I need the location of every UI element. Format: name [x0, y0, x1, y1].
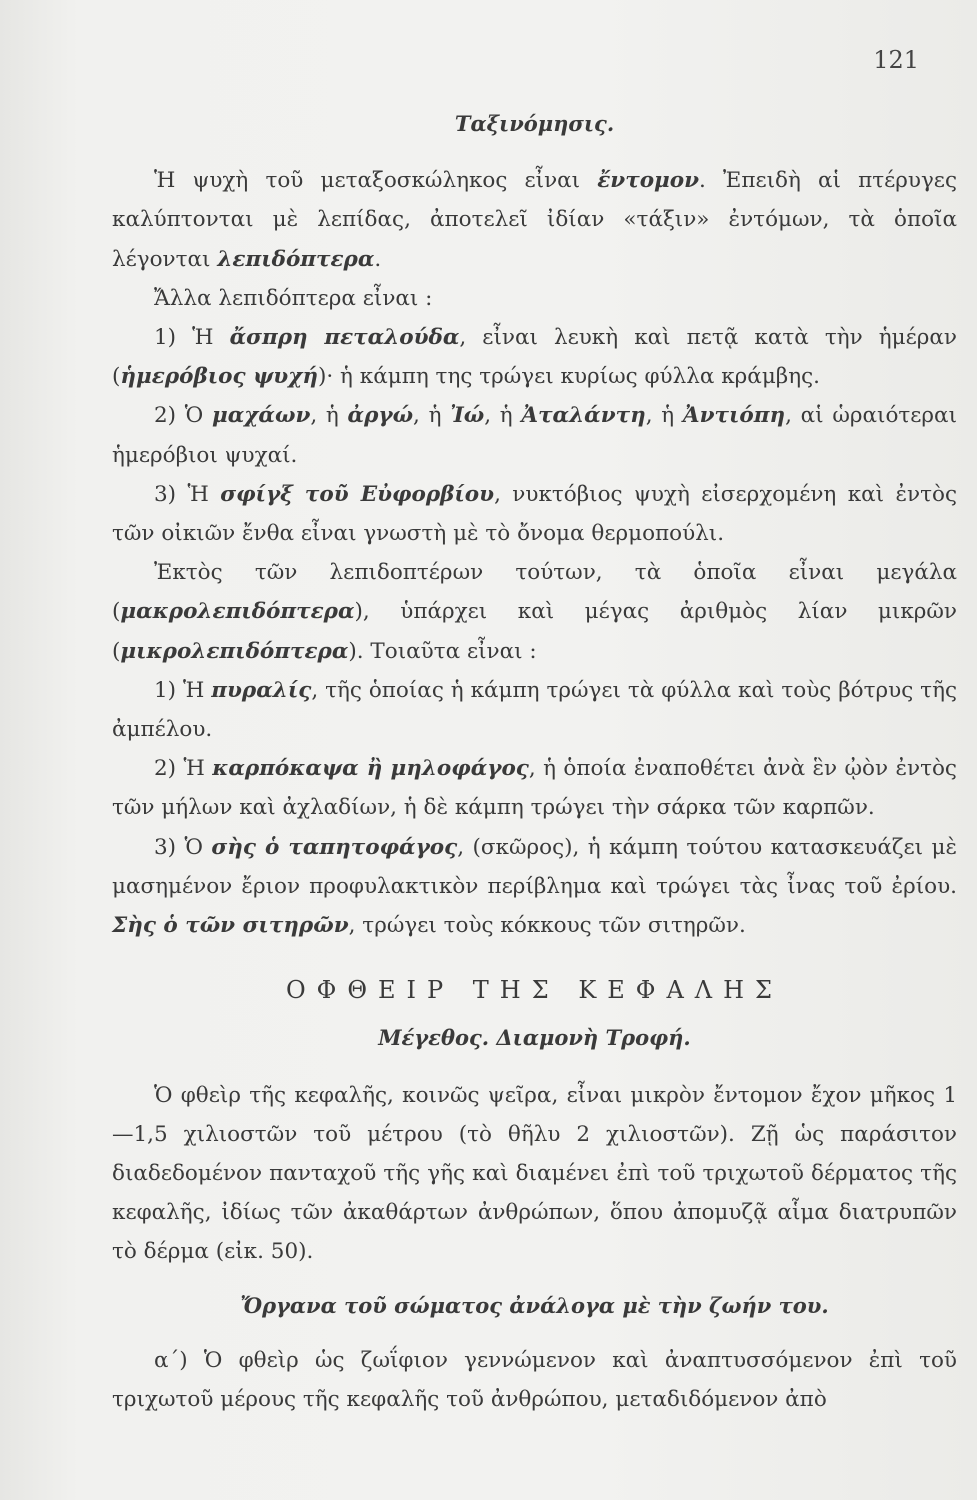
term: ἄσπρη πεταλούδα [229, 325, 460, 351]
text-run: , ἡ [645, 403, 683, 429]
term: καρπόκαψα ἢ μηλοφάγος [212, 756, 529, 782]
text-run: , αἱ ὡραιότεραι ἡμερόβιοι ψυχαί. [112, 403, 958, 468]
text-run: . Ἐπειδὴ αἱ πτέρυγες καλύπτονται μὲ λεπίδας, ἀποτελεῖ ἰδίαν «τάξιν» ἐντόμων, τὰ ὁποῖα λέγονται [112, 168, 957, 272]
paragraph-10: Ὁ φθεὶρ τῆς κεφαλῆς, κοινῶς ψεῖρα, εἶναι μικρὸν ἔντομον ἔχον μῆκος 1—1,5 χιλιοστῶν τοῦ μέτρου (τὸ θῆλυ 2 χιλιοστῶν). Ζῇ ὡς παράσιτον διαδεδομένον πανταχοῦ τῆς γῆς καὶ διαμένει ἐπὶ τοῦ τριχωτοῦ δέρματος τῆς κεφαλῆς, ἰδίως τῶν ἀκαθάρτων ἀνθρώπων, ὅπου ἀπομυζᾷ αἷμα διατρυπῶν τὸ δέρμα (εἰκ. 50). [112, 1082, 957, 1265]
paragraph-6 [112, 553, 957, 671]
text-run: ), ὑπάρχει καὶ μέγας ἀριθμὸς λίαν μικρῶν ( [112, 599, 957, 664]
text-run: . [374, 246, 382, 272]
section-heading: Ταξινόμησις. [454, 111, 615, 136]
term: ἔντομον [597, 168, 700, 194]
term: ἡμερόβιος ψυχή [120, 364, 318, 390]
term: πυραλίς [211, 677, 312, 703]
page-number: 121 [873, 46, 919, 74]
term: μικρολεπιδόπτερα [120, 638, 349, 664]
text-run: Ἡ ψυχὴ τοῦ μεταξοσκώληκος εἶναι [154, 168, 598, 194]
text-run: 3) Ἡ [154, 481, 221, 507]
term: λεπιδόπτερα [217, 246, 375, 272]
text-run: , ἡ ὁποία ἐναποθέτει ἀνὰ ἓν ᾠὸν ἐντὸς τῶν μήλων καὶ ἀχλαδίων, ἡ δὲ κάμπη τρώγει τὴν σάρκα τῶν καρπῶν. [112, 756, 957, 821]
page-body [112, 104, 957, 1419]
paragraph-11: α΄) Ὁ φθεὶρ ὡς ζωΐφιον γεννώμενον καὶ ἀναπτυσσόμενον ἐπὶ τοῦ τριχωτοῦ μέρους τῆς κεφαλῆς τοῦ ἀνθρώπου, μεταδιδόμενον ἀπὸ [112, 1347, 957, 1413]
text-run: 1) Ἡ [154, 677, 212, 703]
text-run: 3) Ὁ [154, 834, 212, 860]
chapter-title: ΟΦΘΕΙΡ ΤΗΣ ΚΕΦΑΛΗΣ [285, 976, 784, 1005]
paragraph-5 [112, 475, 957, 553]
term: Σὴς ὁ τῶν σιτηρῶν [112, 913, 349, 939]
term: Ἰώ [450, 403, 485, 429]
term: μαχάων [212, 403, 311, 429]
text-run: , ἡ [413, 403, 451, 429]
paragraph-1 [112, 161, 957, 279]
text-run: , τῆς ὁποίας ἡ κάμπη τρώγει τὰ φύλλα καὶ τοὺς βότρυς τῆς ἀμπέλου. [112, 677, 957, 743]
text-run: Ἐκτὸς τῶν λεπιδοπτέρων τούτων, τὰ ὁποῖα εἶναι μεγάλα ( [112, 560, 957, 625]
paragraph-9 [112, 828, 957, 946]
paragraph-3 [112, 318, 957, 396]
text-run: , (σκῶρος), ἡ κάμπη τούτου κατασκευάζει μὲ μασημένον ἔριον προφυλακτικὸν περίβλημα καὶ τρώγει τὰς ἶνας τοῦ ἐρίου. [112, 834, 957, 899]
paragraph-7 [112, 671, 957, 749]
text-run: , τρώγει τοὺς κόκκους τῶν σιτηρῶν. [348, 913, 746, 939]
term: σὴς ὁ ταπητοφάγος [211, 834, 458, 860]
paragraph-2: Ἄλλα λεπιδόπτερα εἶναι : [154, 285, 433, 311]
subheading-organs: Ὄργανα τοῦ σώματος ἀνάλογα μὲ τὴν ζωήν του. [240, 1292, 829, 1318]
term: ἀργώ [347, 403, 414, 429]
text-run: , νυκτόβιος ψυχὴ εἰσερχομένη καὶ ἐντὸς τῶν οἰκιῶν ἔνθα εἶναι γνωστὴ μὲ τὸ ὄνομα θερμοπούλι. [112, 481, 957, 547]
text-run: ). Τοιαῦτα εἶναι : [348, 638, 537, 664]
text-run: 2) Ἡ [154, 756, 213, 782]
text-run: , ἡ [484, 403, 522, 429]
term: σφίγξ τοῦ Εὐφορβίου [220, 481, 495, 507]
text-run: , ἡ [310, 403, 348, 429]
text-run: )· ἡ κάμπη της τρώγει κυρίως φύλλα κράμβης. [318, 364, 820, 390]
term: Ἀντιόπη [682, 403, 786, 429]
text-run: , εἶναι λευκὴ καὶ πετᾷ κατὰ τὴν ἡμέραν ( [112, 325, 957, 390]
paragraph-4 [112, 396, 957, 474]
term: μακρολεπιδόπτερα [120, 599, 355, 625]
text-run: 2) Ὁ [154, 403, 212, 429]
text-run: 1) Ἡ [154, 325, 230, 351]
term: Ἀταλάντη [521, 403, 646, 429]
paragraph-8 [112, 749, 957, 827]
subheading: Μέγεθος. Διαμονὴ Τροφή. [378, 1025, 691, 1051]
